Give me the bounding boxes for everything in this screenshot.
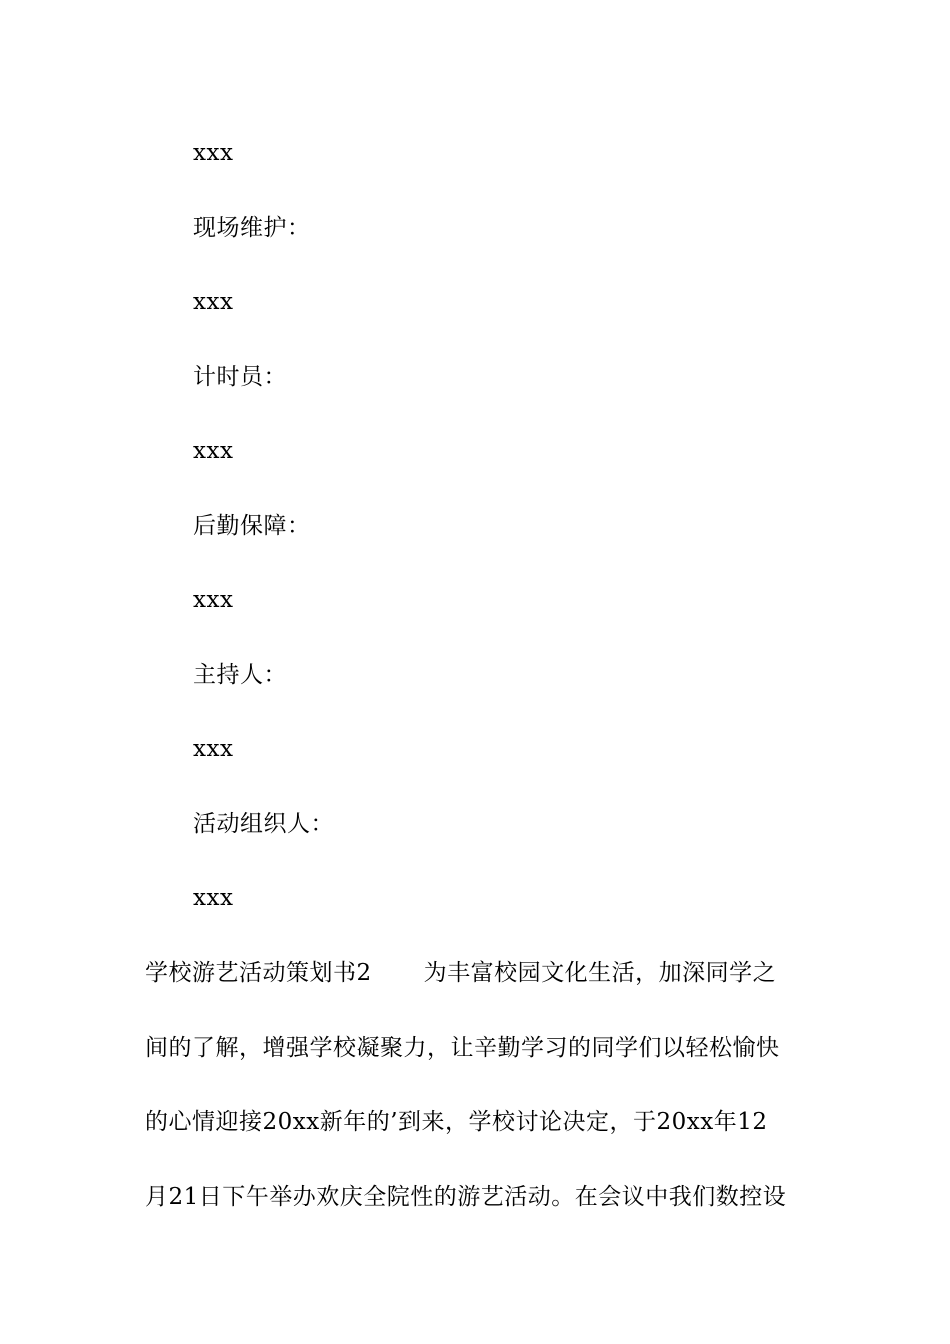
list-line-6: 后勤保障： [193, 513, 311, 539]
list-line-8: 主持人： [193, 662, 287, 688]
paragraph-line-2: 间的了解，增强学校凝聚力，让辛勤学习的同学们以轻松愉快 [145, 1035, 780, 1061]
list-line-4: 计时员： [193, 364, 287, 390]
list-line-9: xxx [193, 736, 234, 762]
list-line-2: 现场维护： [193, 215, 311, 241]
list-line-11: xxx [193, 885, 234, 911]
list-line-3: xxx [193, 289, 234, 315]
paragraph-line-4: 月21日下午举办欢庆全院性的游艺活动。在会议中我们数控设 [145, 1184, 787, 1210]
paragraph-line-1: 为丰富校园文化生活，加深同学之 [423, 960, 777, 986]
list-line-10: 活动组织人： [193, 811, 334, 837]
section-heading-line [145, 958, 776, 988]
list-line-7: xxx [193, 587, 234, 613]
list-line-5: xxx [193, 438, 234, 464]
paragraph-line-3: 的心情迎接20xx新年的’到来，学校讨论决定，于20xx年12 [145, 1109, 768, 1135]
section-title: 学校游艺活动策划书2 [145, 960, 372, 986]
list-line-1: xxx [193, 140, 234, 166]
